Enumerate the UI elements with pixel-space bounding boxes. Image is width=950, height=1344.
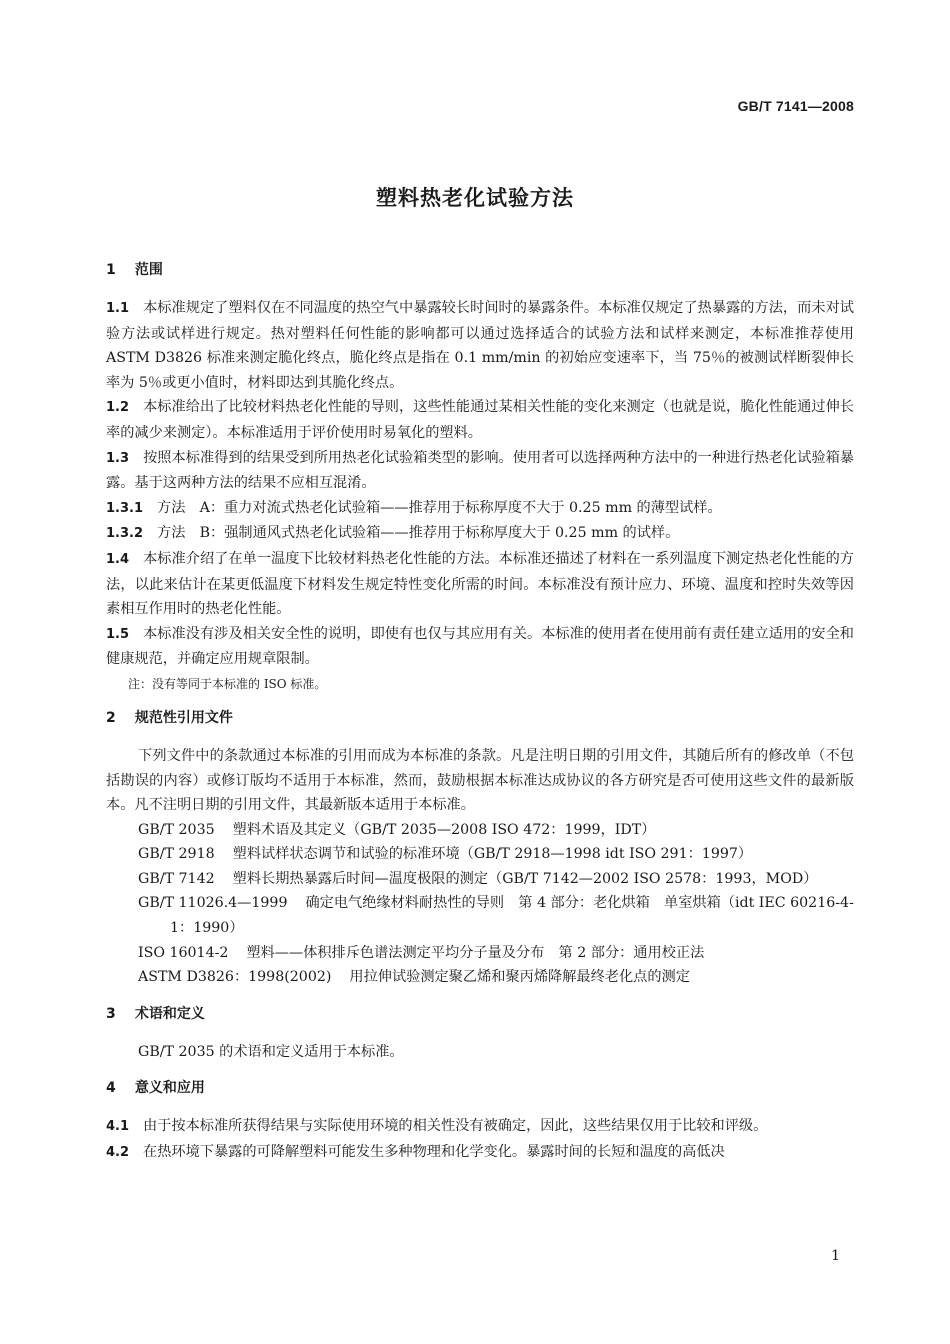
- clause-number: 1.2: [106, 400, 130, 416]
- reference-item: [138, 965, 854, 990]
- section-number: 1: [106, 262, 116, 278]
- clause-text: 在热环境下暴露的可降解塑料可能发生多种物理和化学变化。暴露时间的长短和温度的高低决: [143, 1144, 725, 1161]
- section-title: 范围: [134, 262, 163, 278]
- clause-text: 本标准没有涉及相关安全性的说明，即使有也仅与其应用有关。本标准的使用者在使用前有责任建立适用的安全和健康规范，并确定应用规章限制。: [106, 625, 854, 668]
- clause: [106, 547, 854, 622]
- section-heading: [106, 1076, 854, 1100]
- clause: [106, 296, 854, 395]
- reference-code: GB/T 2918: [138, 846, 215, 863]
- clause-text: 按照本标准得到的结果受到所用热老化试验箱类型的影响。使用者可以选择两种方法中的一种进行热老化试验箱暴露。基于这两种方法的结果不应相互混淆。: [106, 449, 854, 492]
- reference-item: [138, 891, 854, 940]
- clause-text: 本标准给出了比较材料热老化性能的导则，这些性能通过某相关性能的变化来测定（也就是说，脆化性能通过伸长率的减少来测定）。本标准适用于评价使用时易氧化的塑料。: [106, 399, 854, 441]
- clause: [106, 1114, 854, 1140]
- page-number: 1: [831, 1248, 840, 1264]
- reference-code: GB/T 7142: [138, 870, 215, 887]
- clause-number: 1.3.2: [106, 526, 144, 542]
- clause-text: 由于按本标准所获得结果与实际使用环境的相关性没有被确定，因此，这些结果仅用于比较和评级。: [143, 1118, 768, 1135]
- clause-number: 1.1: [106, 301, 130, 316]
- clause-number: 4.2: [106, 1145, 130, 1161]
- clause-number: 1.3: [106, 450, 130, 466]
- reference-item: [138, 818, 854, 843]
- clause-number: 1.3.1: [106, 500, 144, 516]
- reference-code: GB/T 11026.4—1999: [138, 895, 288, 912]
- reference-title: 塑料——体积排斥色谱法测定平均分子量及分布 第 2 部分：通用校正法: [246, 944, 705, 961]
- clause: [106, 622, 854, 672]
- reference-item: [138, 842, 854, 867]
- clause-number: 1.4: [106, 551, 130, 567]
- note: 注：没有等同于本标准的 ISO 标准。: [128, 676, 327, 691]
- document-title: 塑料热老化试验方法: [376, 186, 574, 210]
- clause-text: 本标准规定了塑料仅在不同温度的热空气中暴露较长时间时的暴露条件。本标准仅规定了热暴露的方法，而未对试验方法或试样进行规定。热对塑料任何性能的影响都可以通过选择适合的试验方法和试样来测定，本标准推荐使用 ASTM D3826 标准来测定脆化终点，脆化终点是指在 0.1 mm/min 的初始应变速率下，当 75％的被测试样断裂伸长率为 5％或更小值时，材料即达到其脆化终点。: [106, 300, 854, 391]
- section-title: 意义和应用: [134, 1080, 205, 1097]
- reference-title: 用拉伸试验测定聚乙烯和聚丙烯降解最终老化点的测定: [349, 969, 690, 986]
- reference-item: [138, 867, 854, 892]
- clause: [106, 395, 854, 445]
- clause-number: 4.1: [106, 1119, 130, 1135]
- clause-text: 本标准介绍了在单一温度下比较材料热老化性能的方法。本标准还描述了材料在一系列温度下测定热老化性能的方法，以此来估计在某更低温度下材料发生规定特性变化所需的时间。本标准没有预计应力、环境、温度和控时失效等因素相互作用时的热老化性能。: [106, 550, 854, 618]
- reference-title: 塑料术语及其定义（GB/T 2035—2008 ISO 472：1999，IDT）: [232, 821, 656, 838]
- clause-text: 方法 B：强制通风式热老化试验箱——推荐用于标称厚度大于 0.25 mm 的试样。: [157, 525, 680, 542]
- clause: [106, 496, 854, 522]
- reference-title: 塑料试样状态调节和试验的标准环境（GB/T 2918—1998 idt ISO 291：1997）: [232, 846, 753, 863]
- section-title: 规范性引用文件: [134, 709, 233, 726]
- reference-title: 塑料长期热暴露后时间—温度极限的测定（GB/T 7142—2002 ISO 2578：1993，MOD）: [232, 870, 818, 887]
- reference-code: GB/T 2035: [138, 821, 215, 838]
- reference-list: [106, 818, 854, 990]
- clause-text: 方法 A：重力对流式热老化试验箱——推荐用于标称厚度不大于 0.25 mm 的薄型试样。: [157, 499, 722, 516]
- section-intro: GB/T 2035 的术语和定义适用于本标准。: [138, 1043, 404, 1060]
- clause-number: 1.5: [106, 626, 130, 642]
- clause: [106, 1140, 854, 1166]
- section-number: 3: [106, 1005, 116, 1022]
- reference-item: [138, 941, 854, 966]
- section-heading: [106, 706, 854, 730]
- clause: [106, 521, 854, 547]
- reference-title: 确定电气绝缘材料耐热性的导则 第 4 部分：老化烘箱 单室烘箱（idt IEC 60216-4-1：1990）: [170, 895, 854, 937]
- reference-code: ASTM D3826：1998(2002): [138, 969, 332, 986]
- section-title: 术语和定义: [134, 1005, 205, 1022]
- section-number: 2: [106, 709, 116, 726]
- document-body: [106, 258, 854, 1166]
- reference-code: ISO 16014-2: [138, 944, 229, 961]
- clause: [106, 446, 854, 496]
- standard-code: GB/T 7141—2008: [737, 98, 854, 114]
- section-number: 4: [106, 1080, 116, 1097]
- section-intro: 下列文件中的条款通过本标准的引用而成为本标准的条款。凡是注明日期的引用文件，其随后所有的修改单（不包括勘误的内容）或修订版均不适用于本标准，然而，鼓励根据本标准达成协议的各方研究是否可使用这些文件的最新版本。凡不注明日期的引用文件，其最新版本适用于本标准。: [106, 747, 854, 814]
- section-heading: [106, 258, 854, 282]
- section-heading: [106, 1002, 854, 1026]
